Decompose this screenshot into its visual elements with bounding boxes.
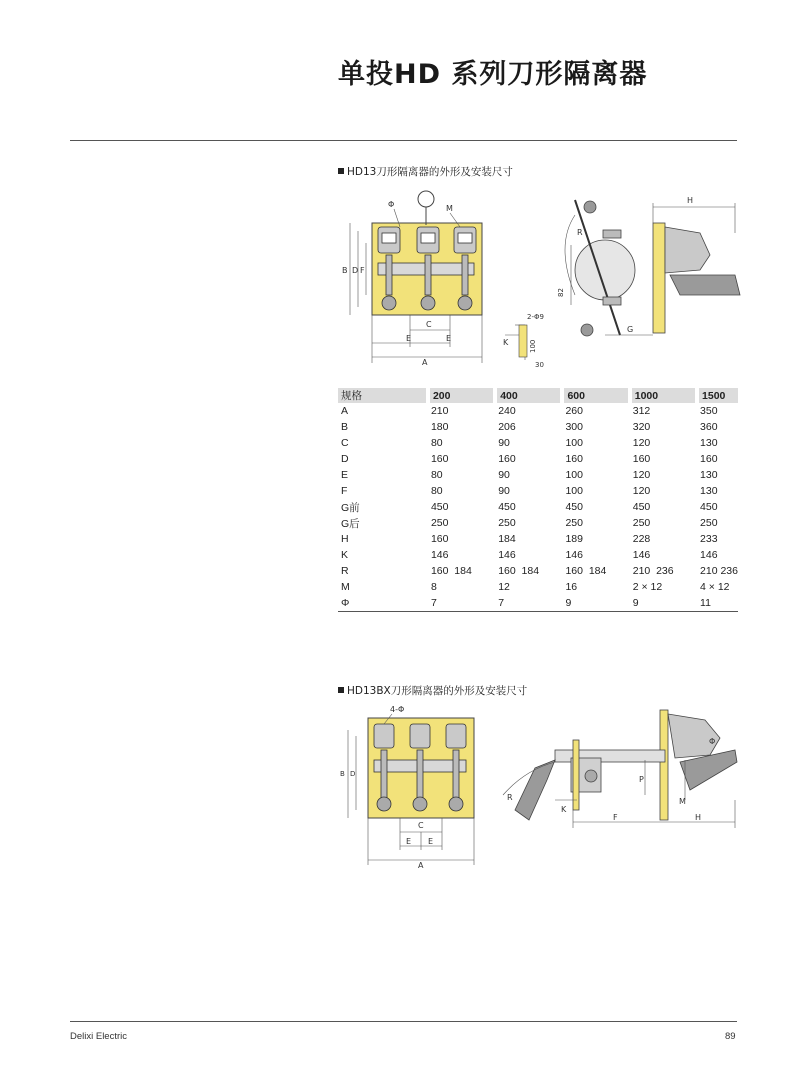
dim-k: K (561, 805, 567, 814)
dim-82: 82 (557, 288, 565, 297)
hd13bx-side-view-drawing (495, 700, 740, 830)
table-cell: 7 (495, 595, 562, 612)
dim-hole: 4-Φ (390, 705, 405, 714)
dim-m: M (679, 797, 686, 806)
table-cell: 360 (700, 421, 718, 433)
section1-label-text: HD13刀形隔离器的外形及安装尺寸 (347, 166, 513, 178)
dim-c: C (418, 821, 424, 830)
section1-label (338, 164, 513, 179)
section2-label-text: HD13BX刀形隔离器的外形及安装尺寸 (347, 685, 528, 697)
table-cell: 160 184 (565, 565, 607, 577)
table-cell: 160 (430, 533, 449, 545)
table-cell: 180 (430, 421, 449, 433)
table-cell: 184 (498, 533, 516, 545)
table-cell: 8 (430, 581, 437, 593)
table-cell: 146 (632, 549, 651, 561)
spec-table-header (338, 388, 738, 403)
table-cell: C (341, 437, 349, 449)
table-cell: 90 (498, 469, 510, 481)
dim-b: B (340, 770, 345, 778)
dim-r: R (577, 228, 583, 237)
table-cell: B (341, 421, 349, 433)
table-row (338, 499, 738, 515)
table-cell: 250 (700, 517, 718, 529)
dim-e2: E (446, 334, 452, 343)
dim-k: K (503, 338, 509, 347)
dim-r: R (507, 793, 513, 802)
table-cell: 189 (565, 533, 583, 545)
table-cell: 130 (700, 469, 718, 481)
table-cell: D (341, 453, 349, 465)
table-cell: Φ (338, 595, 428, 612)
header-cell: 600 (562, 388, 629, 403)
title-rule (70, 140, 737, 141)
table-cell: 146 (565, 549, 583, 561)
table-cell: 450 (632, 501, 651, 513)
dim-d: D (352, 266, 359, 275)
table-cell: 350 (700, 405, 718, 417)
table-cell: 80 (430, 469, 443, 481)
table-cell: 233 (700, 533, 718, 545)
table-cell: 146 (700, 549, 718, 561)
dim-hole: 2-Φ9 (527, 313, 544, 321)
table-cell: 210 (430, 405, 449, 417)
table-row (338, 403, 738, 419)
table-cell: 450 (498, 501, 516, 513)
dim-e2: E (428, 837, 434, 846)
table-cell: 450 (700, 501, 718, 513)
table-row (338, 595, 738, 612)
dim-f: F (360, 266, 365, 275)
dim-phi: Φ (709, 737, 716, 746)
table-cell: 12 (498, 581, 510, 593)
table-cell: 120 (632, 437, 651, 449)
table-row (338, 515, 738, 531)
table-cell: 312 (632, 405, 651, 417)
hd13-front-view-drawing (330, 185, 500, 370)
table-cell: 160 (700, 453, 718, 465)
table-cell: 160 (632, 453, 651, 465)
table-row (338, 419, 738, 435)
table-cell: 146 (498, 549, 516, 561)
table-cell: E (341, 469, 349, 481)
dim-e1: E (406, 334, 412, 343)
table-cell: 146 (430, 549, 449, 561)
table-cell: 210 236 (632, 565, 674, 577)
table-cell: 450 (430, 501, 449, 513)
table-cell: 80 (430, 437, 443, 449)
table-cell: 100 (565, 485, 583, 497)
dim-a: A (418, 861, 424, 870)
header-cell: 1000 (630, 388, 697, 403)
dim-a: A (422, 358, 428, 367)
footer-brand: Delixi Electric (70, 1031, 128, 1042)
table-cell: 450 (565, 501, 583, 513)
dim-d: D (350, 770, 356, 778)
bullet-square-icon (338, 168, 344, 174)
table-cell: 100 (565, 437, 583, 449)
table-row (338, 531, 738, 547)
table-cell: 300 (565, 421, 583, 433)
spec-table (338, 388, 738, 612)
table-cell: F (341, 485, 348, 497)
header-cell: 400 (495, 388, 562, 403)
table-row (338, 435, 738, 451)
header-cell: 规格 (338, 388, 428, 403)
table-cell: 228 (632, 533, 651, 545)
dim-100: 100 (529, 339, 537, 353)
table-row (338, 547, 738, 563)
table-cell: 240 (498, 405, 516, 417)
table-cell: R (341, 565, 349, 577)
dim-g: G (627, 325, 634, 334)
table-cell: 206 (498, 421, 516, 433)
table-cell: 9 (630, 595, 697, 612)
table-row (338, 483, 738, 499)
table-cell: 130 (700, 437, 718, 449)
page-number: 89 (725, 1031, 736, 1042)
table-row (338, 451, 738, 467)
table-cell: 250 (565, 517, 583, 529)
table-cell: 320 (632, 421, 651, 433)
table-cell: 4 × 12 (700, 581, 730, 593)
table-row (338, 563, 738, 579)
table-cell: 120 (632, 469, 651, 481)
hd13-side-view-drawing (495, 185, 745, 370)
table-cell: G前 (341, 501, 360, 514)
table-cell: H (341, 533, 349, 545)
table-cell: 250 (632, 517, 651, 529)
table-cell: G后 (341, 517, 360, 530)
table-cell: 160 184 (498, 565, 540, 577)
table-cell: 7 (428, 595, 495, 612)
dim-e1: E (406, 837, 412, 846)
table-cell: 100 (565, 469, 583, 481)
dim-phi: Φ (388, 200, 395, 209)
dim-f: F (613, 813, 618, 822)
hd13bx-front-view-drawing (330, 700, 490, 870)
table-cell: 160 (565, 453, 583, 465)
dim-m: M (446, 204, 453, 213)
dim-30: 30 (535, 361, 544, 369)
table-cell: 160 184 (430, 565, 472, 577)
table-cell: 16 (565, 581, 578, 593)
table-cell: 90 (498, 485, 510, 497)
table-cell: 160 (430, 453, 449, 465)
footer-rule (70, 1021, 737, 1022)
table-cell: 9 (562, 595, 629, 612)
header-cell: 200 (428, 388, 495, 403)
table-cell: 90 (498, 437, 510, 449)
table-cell: 130 (700, 485, 718, 497)
table-cell: M (341, 581, 350, 593)
table-cell: 11 (697, 595, 738, 612)
bullet-square-icon (338, 687, 344, 693)
table-cell: 260 (565, 405, 583, 417)
dim-h: H (687, 196, 694, 205)
section2-label (338, 683, 527, 698)
table-row (338, 579, 738, 595)
table-cell: K (341, 549, 349, 561)
table-cell: 120 (632, 485, 651, 497)
table-cell: A (341, 405, 349, 417)
table-cell: 160 (498, 453, 516, 465)
dim-b: B (342, 266, 348, 275)
table-row (338, 467, 738, 483)
header-cell: 1500 (697, 388, 738, 403)
dim-c: C (426, 320, 432, 329)
table-cell: 250 (498, 517, 516, 529)
table-cell: 80 (430, 485, 443, 497)
page-title: 单投HD 系列刀形隔离器 (338, 59, 648, 90)
table-cell: 250 (430, 517, 449, 529)
dim-h: H (695, 813, 702, 822)
table-cell: 210 236 (700, 565, 738, 577)
table-cell: 2 × 12 (632, 581, 663, 593)
dim-p: P (639, 775, 644, 784)
